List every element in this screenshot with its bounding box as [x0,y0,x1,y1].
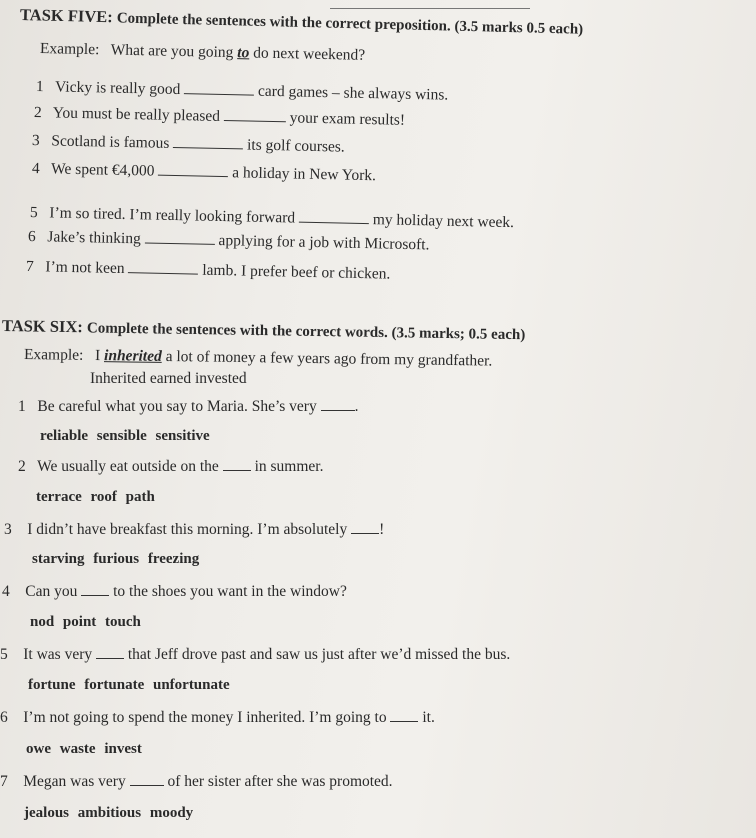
item-text-after: a holiday in New York. [232,164,377,185]
item-number: 4 [2,583,10,600]
task6-example-label: Example: [23,346,84,364]
task6-title [2,316,526,344]
item-text-before: We usually eat outside on the [37,458,219,475]
task6-item-5-options: fortune fortunate unfortunate [28,677,230,693]
item-text-after: card games – she always wins. [257,82,449,104]
task5-example-before: What are you going [110,41,234,62]
item-text-after: in summer. [254,458,324,475]
item-text-before: It was very [23,646,93,663]
item-text-before: We spent €4,000 [50,160,155,180]
task5-item-3 [32,132,345,157]
item-number: 3 [4,521,12,538]
header-rule [330,8,530,9]
item-text-before: Jake’s thinking [47,228,141,248]
item-text-after: . [354,398,359,415]
answer-blank[interactable] [351,532,379,534]
item-text-before: Can you [25,583,78,600]
task6-item-2-options: terrace roof path [36,489,155,505]
task5-item-6 [28,228,430,254]
item-number: 5 [0,646,8,663]
item-number: 1 [18,398,26,415]
item-text-after: lamb. I prefer beef or chicken. [202,261,391,283]
item-text-before: You must be really pleased [52,104,221,125]
item-number: 7 [0,773,8,790]
answer-blank[interactable] [128,271,198,274]
item-number: 5 [29,204,38,222]
answer-blank[interactable] [145,241,215,244]
task5-item-4 [32,160,376,185]
answer-blank[interactable] [96,657,124,659]
task6-example [24,346,493,371]
item-number: 1 [35,78,44,96]
task5-item-5 [30,204,514,232]
task6-item-2 [18,458,323,476]
task5-item-2 [34,104,405,130]
item-text-after: your exam results! [289,109,406,129]
task6-item-7-options: jealous ambitious moody [24,805,194,821]
answer-blank[interactable] [81,594,109,596]
task6-item-4 [2,583,347,601]
task5-example-label: Example: [39,40,100,59]
answer-blank[interactable] [390,720,418,722]
item-text-after: its golf courses. [246,136,345,156]
task6-instructions: Complete the sentences with the correct words. (3.5 marks; 0.5 each) [86,320,526,344]
task5-example-after: do next weekend? [253,44,366,64]
item-number: 6 [0,709,8,726]
task6-example-after: a lot of money a few years ago from my grandfather. [165,347,493,370]
item-text-after: to the shoes you want in the window? [113,583,347,600]
answer-blank[interactable] [184,92,254,95]
item-text-after: ! [379,521,385,538]
task5-example-answer: to [237,44,250,62]
item-number: 2 [18,458,26,475]
item-text-before: I’m so tired. I’m really looking forward [49,204,296,227]
item-text-before: Scotland is famous [51,132,170,152]
task6-item-1 [18,398,358,416]
answer-blank[interactable] [158,174,228,177]
task5-title-label: TASK FIVE: [19,5,113,27]
answer-blank[interactable] [224,119,286,122]
item-number: 4 [31,160,40,178]
item-number: 6 [27,228,36,246]
answer-blank[interactable] [173,146,243,149]
task6-item-6 [0,709,435,727]
task6-item-5 [0,646,510,664]
item-text-after: of her sister after she was promoted. [167,773,393,790]
answer-blank[interactable] [321,409,355,411]
task5-item-1 [36,78,449,105]
task6-item-3 [4,521,384,539]
task5-item-7 [26,258,391,284]
item-text-before: I’m not going to spend the money I inherited. I’m going to [23,709,387,726]
task6-item-1-options: reliable sensible sensitive [40,428,210,444]
item-text-before: Megan was very [23,773,126,790]
item-text-before: Be careful what you say to Maria. She’s very [37,398,317,415]
item-text-before: I’m not keen [45,258,125,278]
item-number: 3 [31,132,40,150]
task6-title-label: TASK SIX: [1,316,83,337]
task6-item-4-options: nod point touch [30,614,141,630]
task6-example-answer: inherited [103,347,162,365]
item-text-after: applying for a job with Microsoft. [218,231,430,254]
answer-blank[interactable] [299,221,369,224]
answer-blank[interactable] [130,784,164,786]
item-text-before: I didn’t have breakfast this morning. I’m absolutely [27,521,348,538]
task5-instructions: Complete the sentences with the correct preposition. (3.5 marks 0.5 each) [116,10,584,38]
task6-item-3-options: starving furious freezing [32,551,200,567]
item-number: 7 [25,258,34,276]
item-text-after: that Jeff drove past and saw us just after we’d missed the bus. [127,646,511,663]
task5-example [40,40,365,65]
item-text-after: my holiday next week. [372,211,515,232]
task5-title [20,5,584,39]
task6-example-before: I [94,346,101,365]
task6-example-options: Inherited earned invested [90,370,247,387]
item-text-after: it. [422,709,435,726]
task6-item-7 [0,773,393,791]
item-number: 2 [33,104,42,122]
task6-item-6-options: owe waste invest [26,741,142,757]
item-text-before: Vicky is really good [54,78,181,99]
answer-blank[interactable] [223,469,251,471]
